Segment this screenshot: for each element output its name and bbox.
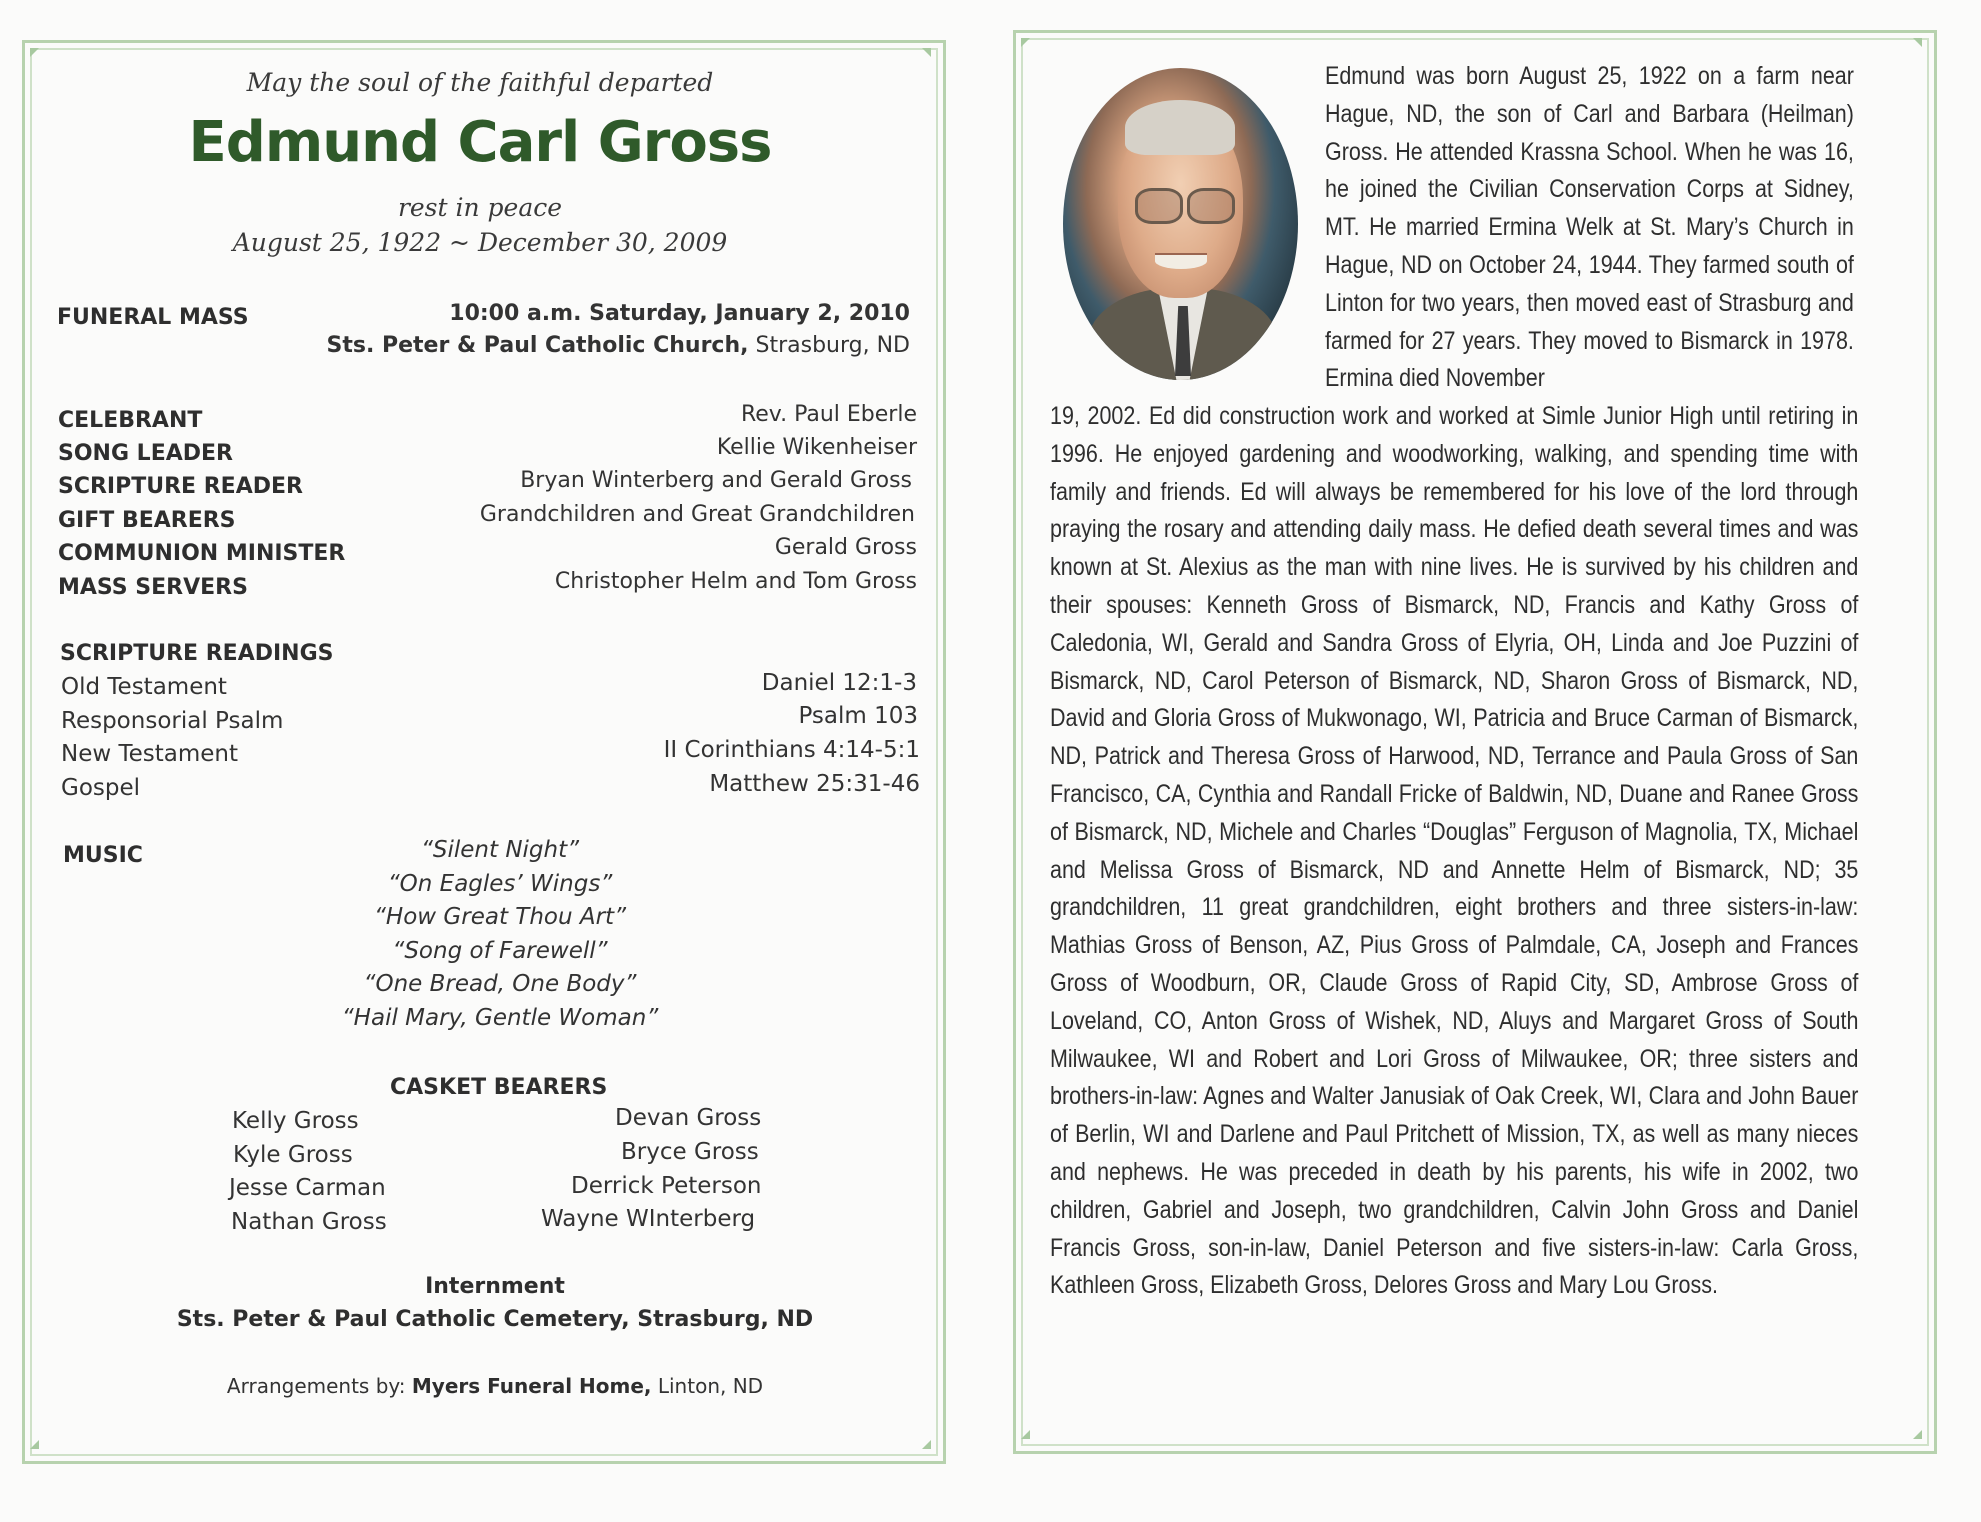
bearer-name: Wayne WInterberg <box>541 1206 756 1232</box>
internment-place: Sts. Peter & Paul Catholic Cemetery, Strasburg, ND <box>176 1307 814 1332</box>
role-label: SCRIPTURE READER <box>58 474 303 499</box>
casket-bearers-label: CASKET BEARERS <box>390 1075 608 1100</box>
reading-ref: Matthew 25:31-46 <box>709 771 920 797</box>
role-value: Grandchildren and Great Grandchildren <box>479 502 915 527</box>
role-value: Christopher Helm and Tom Gross <box>554 569 917 594</box>
arrangements-city: Linton, ND <box>657 1374 764 1398</box>
deceased-name: Edmund Carl Gross <box>188 110 772 175</box>
reading-name: New Testament <box>61 741 239 767</box>
obituary-body-text: 19, 2002. Ed did construction work and worked at Simle Junior High until retiring in 1996. He enjoyed gardening and woodworking, walking, and spending time with family and friends. Ed will always be remembered for his love of the lord through praying the rosary and attending daily mass. He defied death several times and was known at St. Alexius as the man with nine lives. He is survived by his children and their spouses: Kenneth Gross of Bismarck, ND, Francis and Kathy Gross of Caledonia, WI, Gerald and Sandra Gross of Elyria, OH, Linda and Joe Puzzini of Bismarck, ND, Carol Peterson of Bismarck, ND, Sharon Gross of Bismarck, ND, David and Gloria Gross of Mukwonago, WI, Patricia and Bruce Carman of Bismarck, ND, Patrick and Theresa Gross of Harwood, ND, Terrance and Paula Gross of San Francisco, CA, Cynthia and Randall Fricke of Baldwin, ND, Duane and Ranee Gross of Bismarck, ND, Michele and Charles “Douglas” Ferguson of Magnolia, TX, Michael and Melissa Gross of Bismarck, ND and Annette Helm of Bismarck, ND; 35 grandchildren, 11 great grandchildren, eight brothers and three sisters-in-law: Mathias Gross of Benson, AZ, Pius Gross of Palmdale, CA, Joseph and Frances Gross of Woodburn, OR, Claude Gross of Rapid City, SD, Ambrose Gross of Loveland, CO, Anton Gross of Wishek, ND, Aluys and Margaret Gross of South Milwaukee, WI and Robert and Lori Gross of Milwaukee, OR; three sisters and brothers-in-law: Agnes and Walter Janusiak of Oak Creek, WI, Clara and John Bauer of Berlin, WI and Darlene and Paul Pritchett of Mission, TX, as well as many nieces and nephews. He was preceded in death by his parents, his wife in 2002, two children, Gabriel and Joseph, two grandchildren, Calvin John Gross and Daniel Francis Gross, son-in-law, Daniel Peterson and five sisters-in-law: Carla Gross, Kathleen Gross, Elizabeth Gross, Delores Gross and Mary Lou Gross. <box>1050 402 1859 1300</box>
reading-name: Old Testament <box>61 674 227 700</box>
role-value: Gerald Gross <box>774 535 917 560</box>
role-label: COMMUNION MINISTER <box>58 541 346 566</box>
bearer-name: Kelly Gross <box>232 1108 359 1134</box>
rest-line: rest in peace <box>397 193 563 222</box>
funeral-mass-location: Strasburg, ND <box>755 333 910 358</box>
song-title: “How Great Thou Art” <box>374 904 626 930</box>
corner-ornament-icon <box>1021 38 1031 48</box>
internment-label: Internment <box>425 1274 565 1299</box>
role-value: Bryan Winterberg and Gerald Gross <box>520 468 912 493</box>
corner-ornament-icon <box>1913 38 1923 48</box>
reading-ref: Psalm 103 <box>798 703 918 729</box>
role-value: Rev. Paul Eberle <box>740 402 917 427</box>
corner-ornament-icon <box>1913 1430 1923 1440</box>
song-title: “One Bread, One Body” <box>363 971 637 997</box>
bearer-name: Kyle Gross <box>233 1142 353 1168</box>
song-title: “On Eagles’ Wings” <box>387 871 613 897</box>
readings-label: SCRIPTURE READINGS <box>60 641 334 666</box>
funeral-mass-church-line <box>300 333 910 358</box>
obituary-body <box>1050 398 1858 1305</box>
arrangements-line <box>150 1374 840 1398</box>
obituary-intro <box>1325 58 1854 398</box>
song-title: “Silent Night” <box>420 837 580 863</box>
corner-ornament-icon <box>30 1440 40 1450</box>
role-label: MASS SERVERS <box>58 575 248 600</box>
corner-ornament-icon <box>922 1440 932 1450</box>
role-value: Kellie Wikenheiser <box>716 435 917 460</box>
role-label: GIFT BEARERS <box>58 508 236 533</box>
reading-ref: II Corinthians 4:14-5:1 <box>663 737 920 763</box>
music-label: MUSIC <box>63 843 143 868</box>
funeral-mass-church: Sts. Peter & Paul Catholic Church, <box>326 333 749 358</box>
funeral-mass-label: FUNERAL MASS <box>57 305 249 330</box>
corner-ornament-icon <box>922 48 932 58</box>
reading-name: Gospel <box>61 775 141 801</box>
bearer-name: Nathan Gross <box>231 1209 387 1235</box>
arrangements-home: Myers Funeral Home, <box>411 1374 652 1398</box>
reading-name: Responsorial Psalm <box>61 708 284 734</box>
funeral-mass-time: 10:00 a.m. Saturday, January 2, 2010 <box>449 301 910 326</box>
obituary-intro-text: Edmund was born August 25, 1922 on a farm near Hague, ND, the son of Carl and Barbara (Heilman) Gross. He attended Krassna School. When he was 16, he joined the Civilian Conservation Corps at Sidney, MT. He married Ermina Welk at St. Mary’s Church in Hague, ND on October 24, 1944. They farmed south of Linton for two years, then moved east of Strasburg and farmed for 27 years. They moved to Bismarck in 1978. Ermina died November <box>1325 62 1854 393</box>
reading-ref: Daniel 12:1-3 <box>761 670 917 696</box>
song-title: “Song of Farewell” <box>392 938 608 964</box>
bearer-name: Bryce Gross <box>621 1139 759 1165</box>
role-label: SONG LEADER <box>58 441 233 466</box>
header-line: May the soul of the faithful departed <box>246 68 714 97</box>
song-title: “Hail Mary, Gentle Woman” <box>341 1005 659 1031</box>
bearer-name: Jesse Carman <box>229 1175 386 1201</box>
role-label: CELEBRANT <box>58 408 203 433</box>
arrangements-prefix: Arrangements by: <box>226 1374 406 1398</box>
corner-ornament-icon <box>30 48 40 58</box>
bearer-name: Derrick Peterson <box>571 1173 762 1199</box>
portrait-photo <box>1063 68 1298 380</box>
life-dates: August 25, 1922 ~ December 30, 2009 <box>232 228 728 257</box>
corner-ornament-icon <box>1021 1430 1031 1440</box>
bearer-name: Devan Gross <box>615 1105 762 1131</box>
